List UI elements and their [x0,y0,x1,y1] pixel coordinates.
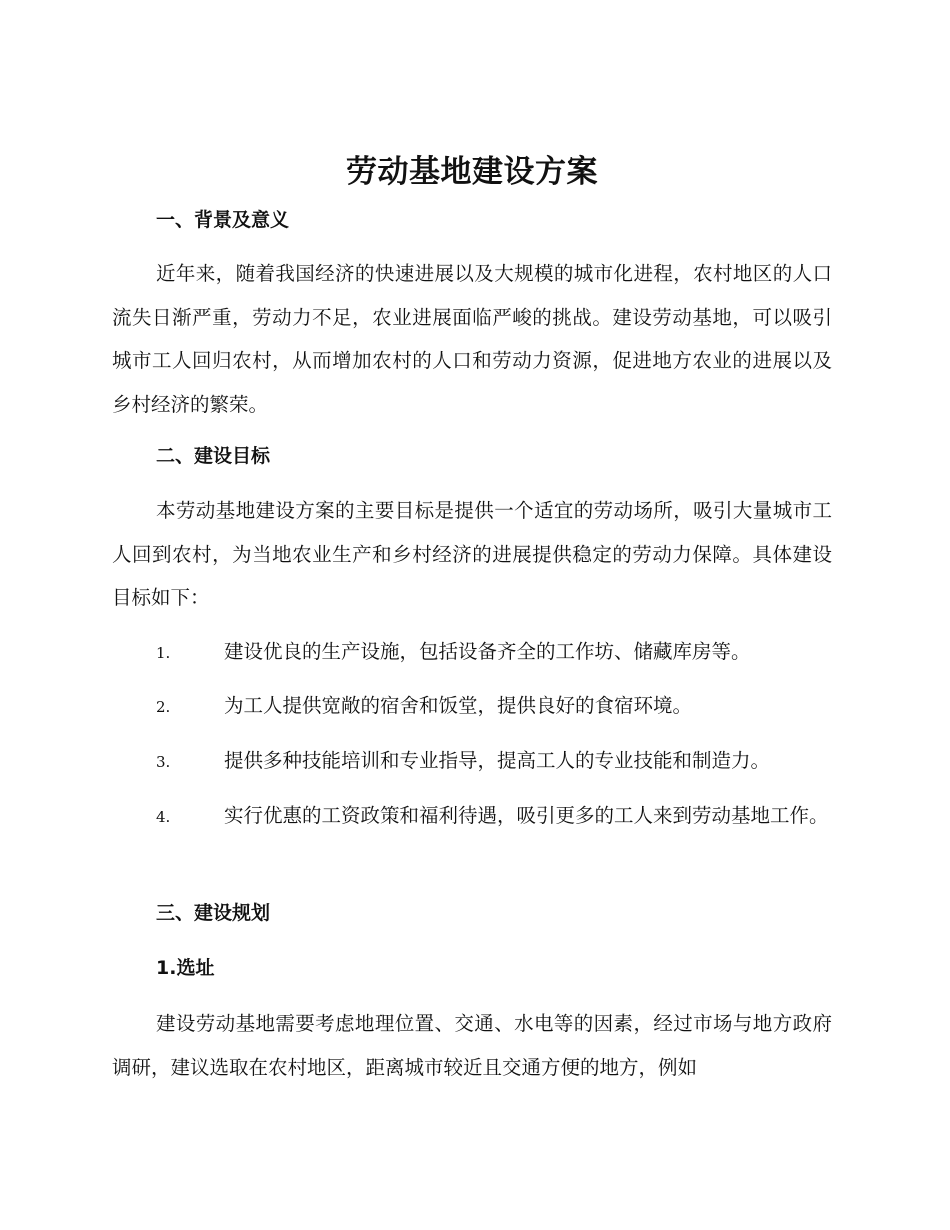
list-number: 4. [156,808,171,826]
document-title: 劳动基地建设方案 [346,154,598,190]
list-item-text: 提供多种技能培训和专业指导，提高工人的专业技能和制造力。 [224,749,771,772]
list-number: 2. [156,698,171,716]
list-item [112,630,832,676]
list-item-text: 为工人提供宽敞的宿舍和饭堂，提供良好的食宿环境。 [224,694,693,717]
list-number: 3. [156,753,171,771]
list-item [112,739,832,785]
list-item-text: 实行优惠的工资政策和福利待遇，吸引更多的工人来到劳动基地工作。 [224,804,829,827]
paragraph-goals: 本劳动基地建设方案的主要目标是提供一个适宜的劳动场所，吸引大量城市工人回到农村，为当地农业生产和乡村经济的进展提供稳定的劳动力保障。具体建设目标如下： [112,499,832,609]
list-item [112,684,832,730]
section-heading-planning: 三、建设规划 [156,902,271,924]
list-number: 1. [156,644,171,662]
list-item-text: 建设优良的生产设施，包括设备齐全的工作坊、储藏库房等。 [224,640,751,663]
list-item [112,794,832,840]
document-page [112,0,832,1230]
paragraph-background: 近年来，随着我国经济的快速进展以及大规模的城市化进程，农村地区的人口流失日渐严重，劳动力不足，农业进展面临严峻的挑战。建设劳动基地，可以吸引城市工人回归农村，从而增加农村的人口和劳动力资源，促进地方农业的进展以及乡村经济的繁荣。 [112,262,832,416]
section-heading-background: 一、背景及意义 [156,209,290,231]
subheading-site-selection: 1.选址 [156,957,215,979]
paragraph-site-selection: 建设劳动基地需要考虑地理位置、交通、水电等的因素，经过市场与地方政府调研，建议选取在农村地区，距离城市较近且交通方便的地方，例如 [112,1012,832,1079]
section-heading-goals: 二、建设目标 [156,445,271,467]
